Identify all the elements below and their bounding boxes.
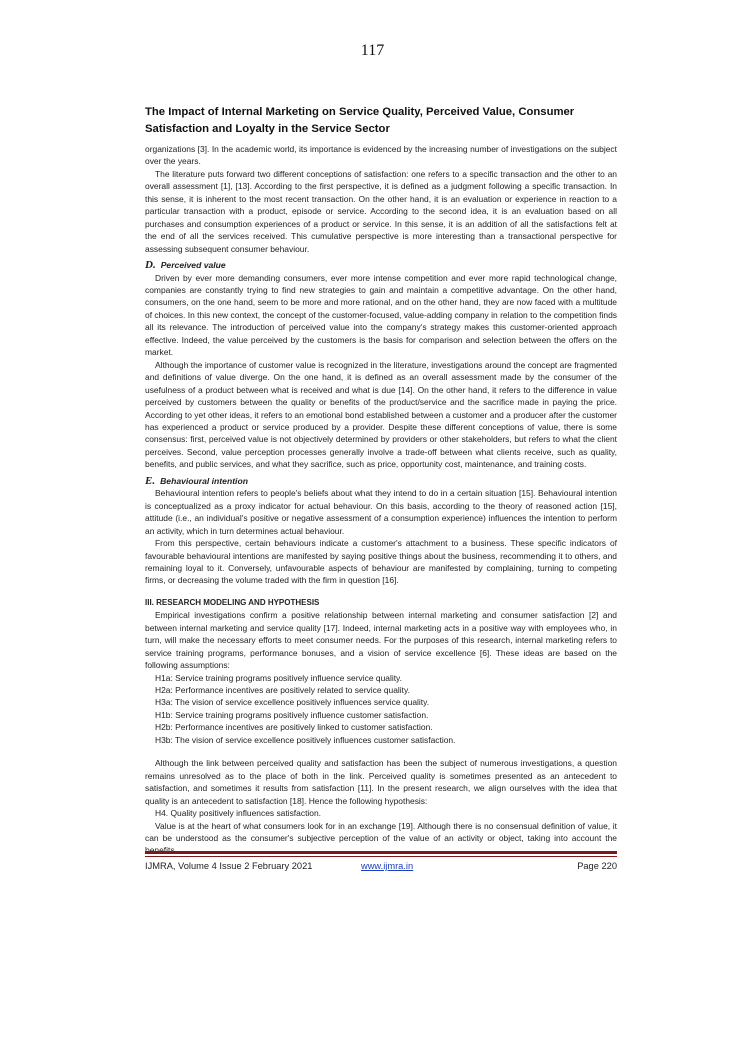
subsection-letter: D. [145,259,156,272]
footer-page: Page 220 [577,861,617,871]
running-title: The Impact of Internal Marketing on Service Quality, Perceived Value, Consumer Satisfaction and Loyalty in the Service Sector [145,106,575,135]
subsection-letter: E. [145,474,156,487]
paragraph: From this perspective, certain behaviours indicate a customer's attachment to a business. These specific indicators of favourable behavioural intentions are manifested by saying positive things about the business, recommending it to others, and remaining loyal to it. Conversely, unfavourable aspects of behaviour are manifested by complaining, turning to competing firms, or decreasing the volume traded with the firm in question [16]. [145,538,617,586]
paragraph: organizations [3]. In the academic world, its importance is evidenced by the increasing number of investigations on the subject over the years. [145,144,617,167]
footer-link[interactable]: www.ijmra.in [361,861,414,871]
hypothesis-item: H2b: Performance incentives are positively linked to customer satisfaction. [155,722,433,733]
subsection-title: Behavioural intention [160,475,248,486]
footer-rule [145,856,617,857]
hypothesis-item: H3b: The vision of service excellence positively influences customer satisfaction. [155,734,456,745]
paragraph: Although the link between perceived quality and satisfaction has been the subject of numerous investigations, a question remains unresolved as to the place of both in the link. Perceived quality is sometimes presented as an antecedent to satisfaction, and sometimes it results from satisfaction [11]. In the present research, we align ourselves with the idea that quality is an antecedent to satisfaction [18]. Hence the following hypothesis: [145,758,617,806]
subsection-heading-perceived-value [145,259,617,271]
footer-rule [145,851,617,854]
hypothesis-item: H2a: Performance incentives are positively related to service quality. [155,685,410,696]
subsection-title: Perceived value [160,260,226,271]
document-body [145,143,617,857]
paragraph: The literature puts forward two different conceptions of satisfaction: one refers to a specific transaction and the other to an overall assessment [1], [13]. According to the first perspective, it is defined as a judgment following a specific transaction. In this sense, it is inherent to the most recent transaction. On the other hand, it is an evaluation or experience in reaction to a particular transaction with a product, episode or service. According to the second idea, it is an evaluation based on all purchases and consumption experiences of a product or service. In this sense, it is an addition of all the satisfactions felt at the end of all the services received. This cumulative perspective is more interesting than a transactional perspective for assessing subsequent consumer behaviour. [145,168,617,254]
hypothesis-item: H4. Quality positively influences satisfaction. [155,808,322,819]
hypothesis-item: H1a: Service training programs positively influence service quality. [155,672,402,683]
paragraph: Driven by ever more demanding consumers, ever more intense competition and ever more rapid technological change, companies are constantly trying to find new strategies to gain and maintain a competitive advantage. On the other hand, consumers, on the one hand, seem to be more and more rational, and on the other hand, they are now faced with a multitude of choices. In this new context, the concept of the customer-focused, value-adding company in relation to the competition finds all its relevance. The introduction of perceived value into the company's strategy makes this customer-oriented approach effective. Indeed, the value perceived by the customers is the basis for comparison and selection between the offers on the market. [145,272,617,358]
section-heading: III. RESEARCH MODELING AND HYPOTHESIS [145,597,320,607]
paragraph: Although the importance of customer value is recognized in the literature, investigations around the concept are fragmented and definitions of value diverge. On the one hand, it is defined as an overall assessment made by the consumer of the usefulness of a product between what is received and what is due [14]. On the other hand, it refers to the difference in value perceived by customers between the quality or benefits of the product/service and the sacrifice made in paying the price. According to yet other ideas, it refers to an emotional bond established between a customer and a producer after the customer has experienced a product or service produced by a provider. Despite these different conceptions of value, there is some consensus: first, perceived value is not objectively determined by providers or other stakeholders, but refers to what the client perceives. Second, value perception processes generally involve a trade-off between what clients receive, such as quality, benefits, and public services, and what they sacrifice, such as price, opportunity cost, maintenance, and training costs. [145,359,617,470]
paragraph: Value is at the heart of what consumers look for in an exchange [19]. Although there is no consensual definition of value, it can be understood as the consumer's subjective perception of the value of an activity or object, taking into account the [145,820,617,844]
hypothesis-item: H1b: Service training programs positively influence customer satisfaction. [155,709,429,720]
paragraph: Empirical investigations confirm a positive relationship between internal marketing and consumer satisfaction [2] and between internal marketing and service quality [17]. Indeed, internal marketing acts in a positive way with employees who, in turn, will make the necessary efforts to meet consumer needs. For the purposes of this research, internal marketing refers to service training programs, performance bonuses, and a vision of service excellence [6]. These ideas are based on the following assumptions: [145,610,617,671]
paragraph: Behavioural intention refers to people's beliefs about what they intend to do in a certain situation [15]. Behavioural intention is conceptualized as a proxy indicator for actual behaviour. On this basis, according to the theory of reasoned action [15], attitude (i.e., an individual's positive or negative assessment of a consumption experience) influences the intention to perform an activity, which in turn determines actual behaviour. [145,488,617,536]
page-number: 117 [360,42,385,59]
subsection-heading-behavioural-intention [145,475,617,487]
footer-journal: IJMRA, Volume 4 Issue 2 February 2021 [145,861,313,871]
hypothesis-item: H3a: The vision of service excellence positively influences service quality. [155,697,430,708]
